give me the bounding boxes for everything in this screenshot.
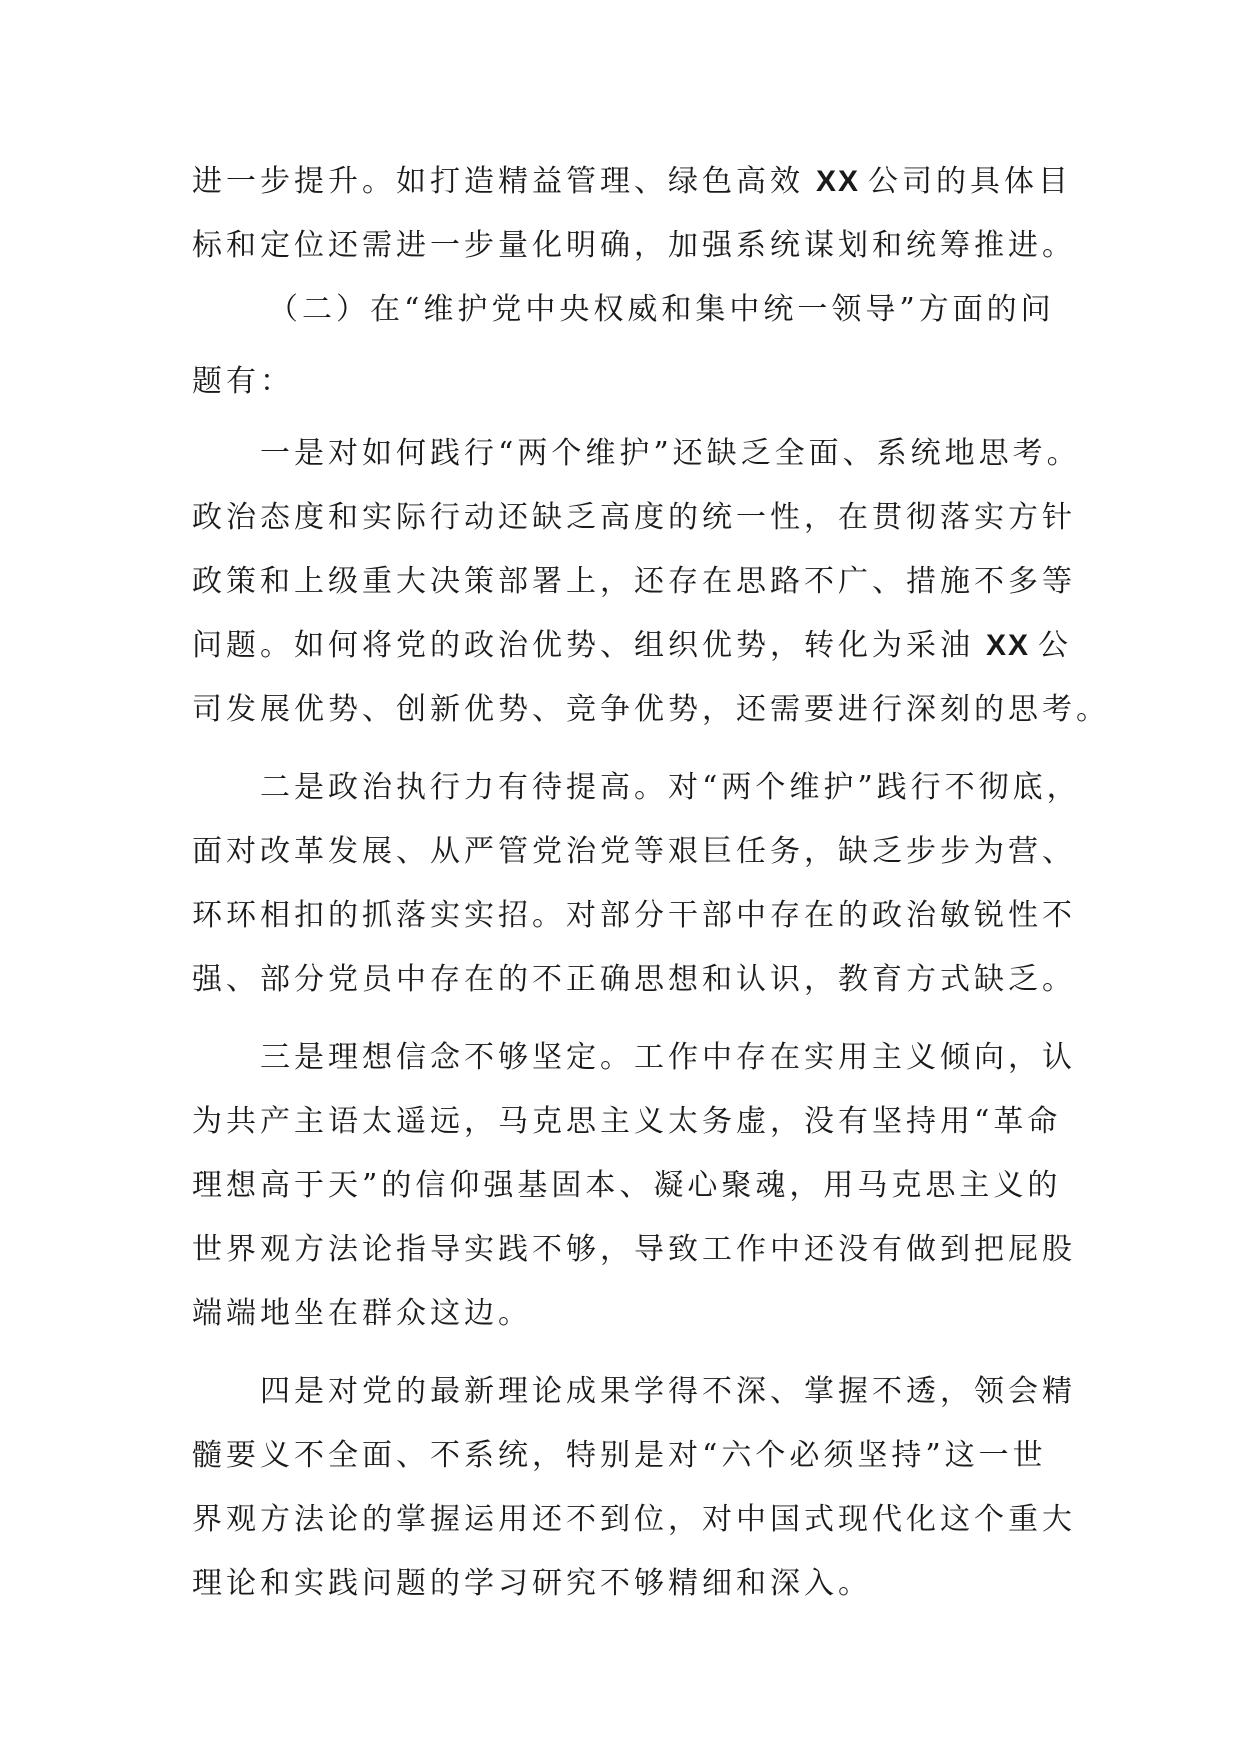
- paragraph-two-line-1: 二是政治执行力有待提高。对“两个维护”践行不彻底，: [260, 770, 1081, 805]
- paragraph-one-line-3: 政策和上级重大决策部署上，还存在思路不广、措施不多等: [192, 564, 1076, 599]
- intro-line-1-text-a: 进一步提升。如打造精益管理、绿色高效: [192, 164, 804, 199]
- paragraph-four-line-2: 髓要义不全面、不系统，特别是对“六个必须坚持”这一世: [192, 1438, 1047, 1473]
- paragraph-three-line-2: 为共产主语太遥远，马克思主义太务虚，没有坚持用“革命: [192, 1104, 1062, 1139]
- section-heading-line-1: （二）在“维护党中央权威和集中统一领导”方面的问: [268, 292, 1055, 327]
- paragraph-two-line-4: 强、部分党员中存在的不正确思想和认识，教育方式缺乏。: [192, 962, 1076, 997]
- paragraph-three-line-4: 世界观方法论指导实践不够，导致工作中还没有做到把屁股: [192, 1232, 1076, 1267]
- intro-line-2: 标和定位还需进一步量化明确，加强系统谋划和统筹推进。: [192, 228, 1076, 263]
- intro-line-1-text-b: 公司的具体目: [868, 164, 1073, 199]
- paragraph-two: [192, 756, 1081, 1012]
- paragraph-three-line-5: 端端地坐在群众这边。: [192, 1296, 532, 1331]
- intro-line-1: [192, 150, 1073, 214]
- paragraph-three-line-3: 理想高于天”的信仰强基固本、凝心聚魂，用马克思主义的: [192, 1168, 1062, 1203]
- paragraph-two-line-2: 面对改革发展、从严管党治党等艰巨任务，缺乏步步为营、: [192, 834, 1076, 869]
- paragraph-three-line-1: 三是理想信念不够坚定。工作中存在实用主义倾向，认: [260, 1040, 1076, 1075]
- paragraph-one-line-4-text-a: 问题。如何将党的政治优势、组织优势，转化为采油: [192, 628, 974, 663]
- company-placeholder: XX: [816, 165, 861, 198]
- paragraph-four: [192, 1360, 1076, 1616]
- paragraph-one-line-2: 政治态度和实际行动还缺乏高度的统一性，在贯彻落实方针: [192, 500, 1076, 535]
- paragraph-four-line-4: 理论和实践问题的学习研究不够精细和深入。: [192, 1566, 872, 1601]
- company-placeholder: XX: [986, 629, 1031, 662]
- paragraph-one: [192, 422, 1110, 742]
- paragraph-one-line-4-text-b: 公: [1038, 628, 1073, 663]
- paragraph-four-line-1: 四是对党的最新理论成果学得不深、掌握不透，领会精: [260, 1374, 1076, 1409]
- document-body: [192, 150, 1110, 1616]
- paragraph-one-line-5: 司发展优势、创新优势、竞争优势，还需要进行深刻的思考。: [192, 692, 1110, 727]
- section-heading: [192, 278, 1055, 414]
- paragraph-one-line-4: [192, 614, 1073, 678]
- intro-paragraph: [192, 150, 1076, 278]
- section-heading-line-2: 题有：: [192, 364, 294, 399]
- paragraph-three: [192, 1026, 1076, 1346]
- paragraph-four-line-3: 界观方法论的掌握运用还不到位，对中国式现代化这个重大: [192, 1502, 1076, 1537]
- paragraph-one-line-1: 一是对如何践行“两个维护”还缺乏全面、系统地思考。: [260, 436, 1081, 471]
- paragraph-two-line-3: 环环相扣的抓落实实招。对部分干部中存在的政治敏锐性不: [192, 898, 1076, 933]
